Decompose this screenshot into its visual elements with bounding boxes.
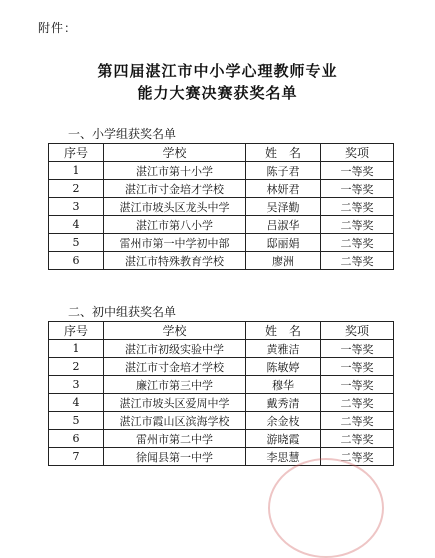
- attachment-label: 附件：: [38, 21, 78, 35]
- cell-no: 6: [49, 430, 104, 448]
- cell-no: 6: [49, 252, 104, 270]
- primary-group-heading: 一、小学组获奖名单: [68, 127, 177, 141]
- column-header-name: 姓 名: [246, 322, 321, 340]
- cell-name: 林妍君: [246, 180, 321, 198]
- cell-school: 湛江市寸金培才学校: [104, 358, 246, 376]
- table-row: [49, 448, 394, 466]
- column-header-no: 序号: [49, 144, 104, 162]
- cell-no: 3: [49, 198, 104, 216]
- column-header-no: 序号: [49, 322, 104, 340]
- cell-award: 二等奖: [321, 198, 394, 216]
- table-header-row: [49, 144, 394, 162]
- cell-no: 3: [49, 376, 104, 394]
- cell-school: 雷州市第二中学: [104, 430, 246, 448]
- table-row: [49, 216, 394, 234]
- cell-name: 陈敏婷: [246, 358, 321, 376]
- table-row: [49, 162, 394, 180]
- cell-school: 廉江市第三中学: [104, 376, 246, 394]
- column-header-award: 奖项: [321, 322, 394, 340]
- cell-award: 一等奖: [321, 376, 394, 394]
- column-header-award: 奖项: [321, 144, 394, 162]
- document-title-line1: 第四届湛江市中小学心理教师专业: [97, 62, 338, 80]
- cell-school: 湛江市坡头区龙头中学: [104, 198, 246, 216]
- table-row: [49, 198, 394, 216]
- cell-school: 湛江市第八小学: [104, 216, 246, 234]
- column-header-name: 姓 名: [246, 144, 321, 162]
- cell-award: 二等奖: [321, 394, 394, 412]
- cell-no: 2: [49, 180, 104, 198]
- cell-award: 二等奖: [321, 216, 394, 234]
- cell-award: 二等奖: [321, 412, 394, 430]
- table-row: [49, 180, 394, 198]
- cell-no: 4: [49, 394, 104, 412]
- table-row: [49, 340, 394, 358]
- cell-award: 一等奖: [321, 358, 394, 376]
- cell-school: 雷州市第一中学初中部: [104, 234, 246, 252]
- cell-no: 1: [49, 162, 104, 180]
- junior-group-table: [48, 321, 394, 466]
- cell-name: 戴秀清: [246, 394, 321, 412]
- cell-school: 湛江市寸金培才学校: [104, 180, 246, 198]
- table-row: [49, 234, 394, 252]
- official-seal: [268, 458, 384, 558]
- cell-school: 湛江市坡头区爱周中学: [104, 394, 246, 412]
- table-row: [49, 394, 394, 412]
- cell-award: 二等奖: [321, 252, 394, 270]
- table-row: [49, 376, 394, 394]
- table-row: [49, 430, 394, 448]
- cell-name: 黄雅洁: [246, 340, 321, 358]
- column-header-school: 学校: [104, 322, 246, 340]
- table-row: [49, 412, 394, 430]
- cell-name: 余金枝: [246, 412, 321, 430]
- cell-school: 湛江市特殊教育学校: [104, 252, 246, 270]
- cell-school: 湛江市第十小学: [104, 162, 246, 180]
- cell-name: 穆华: [246, 376, 321, 394]
- cell-award: 一等奖: [321, 340, 394, 358]
- cell-award: 二等奖: [321, 448, 394, 466]
- cell-no: 5: [49, 412, 104, 430]
- cell-no: 1: [49, 340, 104, 358]
- cell-name: 吕淑华: [246, 216, 321, 234]
- cell-award: 一等奖: [321, 162, 394, 180]
- cell-name: 吴泽勤: [246, 198, 321, 216]
- cell-name: 廖洲: [246, 252, 321, 270]
- document-title-line2: 能力大赛决赛获奖名单: [137, 84, 298, 102]
- cell-name: 游晓霞: [246, 430, 321, 448]
- cell-no: 2: [49, 358, 104, 376]
- table-header-row: [49, 322, 394, 340]
- cell-school: 徐闻县第一中学: [104, 448, 246, 466]
- cell-no: 4: [49, 216, 104, 234]
- cell-name: 邸丽娟: [246, 234, 321, 252]
- cell-school: 湛江市初级实验中学: [104, 340, 246, 358]
- column-header-school: 学校: [104, 144, 246, 162]
- junior-group-heading: 二、初中组获奖名单: [68, 305, 177, 319]
- cell-award: 二等奖: [321, 430, 394, 448]
- cell-no: 5: [49, 234, 104, 252]
- table-row: [49, 252, 394, 270]
- cell-school: 湛江市霞山区滨海学校: [104, 412, 246, 430]
- cell-award: 二等奖: [321, 234, 394, 252]
- table-row: [49, 358, 394, 376]
- cell-name: 李思慧: [246, 448, 321, 466]
- primary-group-table: [48, 143, 394, 270]
- cell-no: 7: [49, 448, 104, 466]
- cell-award: 一等奖: [321, 180, 394, 198]
- cell-name: 陈子君: [246, 162, 321, 180]
